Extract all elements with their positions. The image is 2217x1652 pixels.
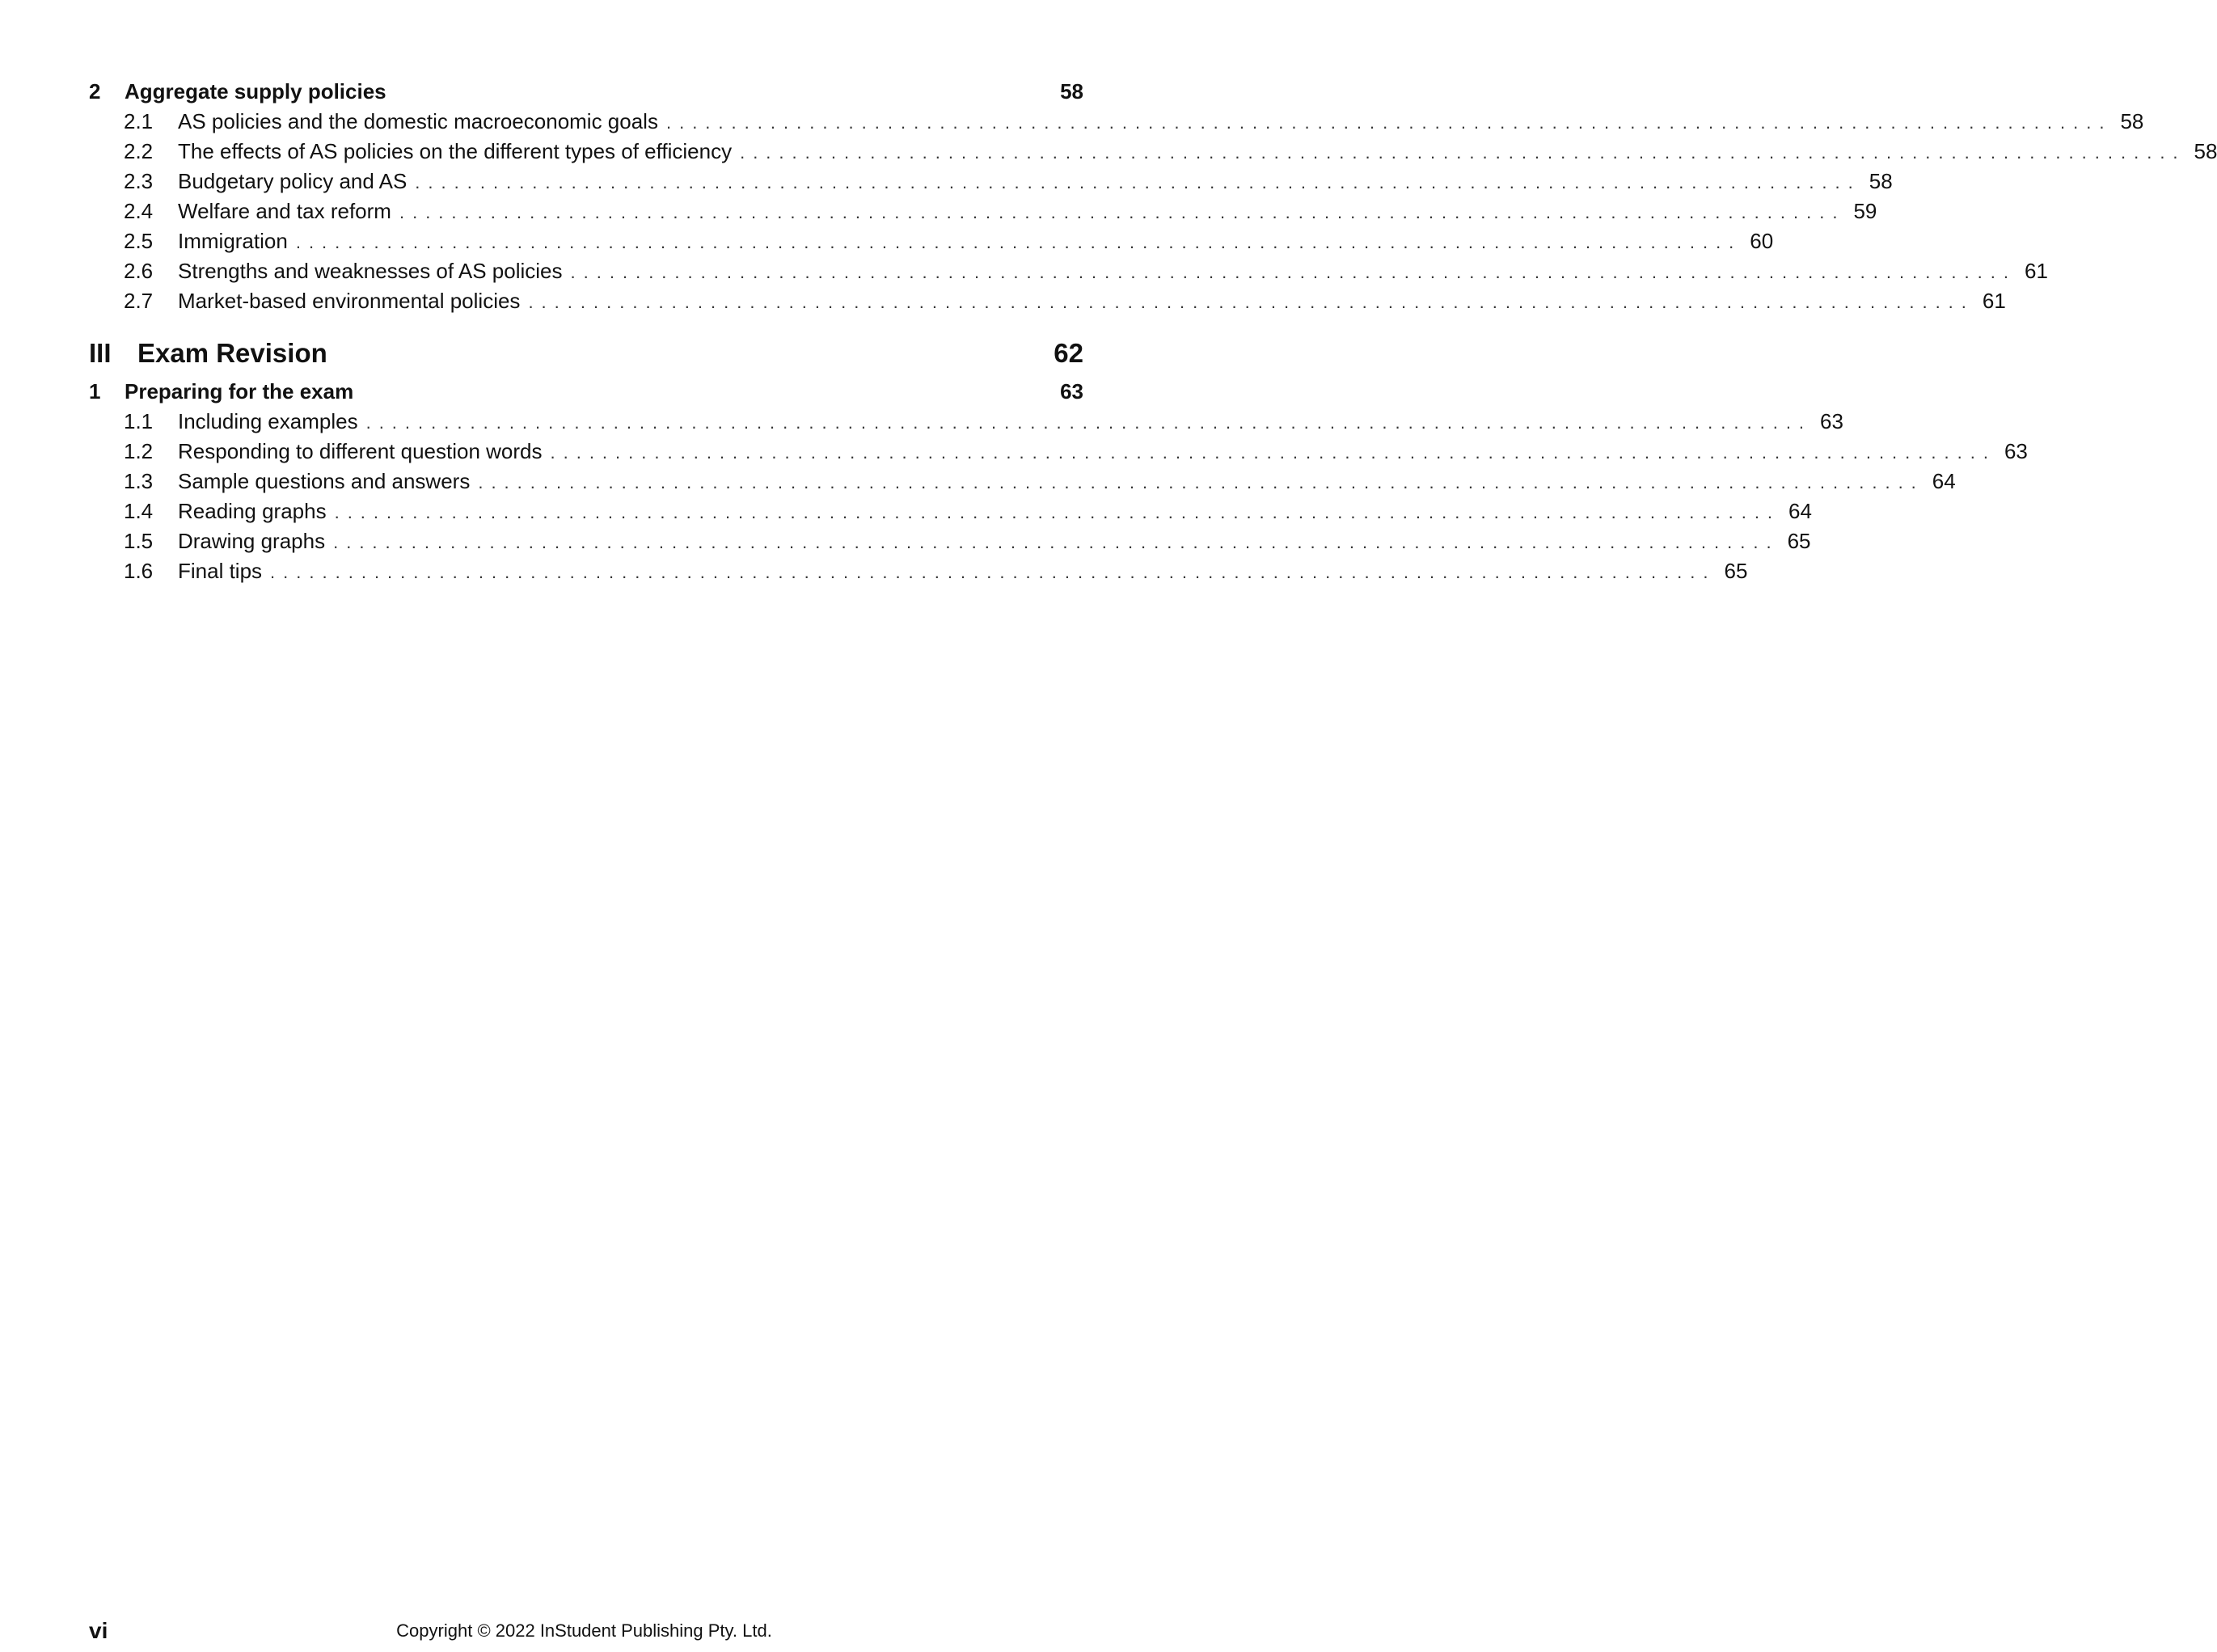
section-number: 2.1 [124,109,154,133]
dot-leader: ............................................................................................................... [365,412,1813,433]
section-page: 63 [2004,439,2028,463]
toc-section[interactable] [124,409,1843,434]
toc-section[interactable] [124,289,2006,314]
section-page: 58 [1869,169,1893,193]
section-title: Sample questions and answers [178,469,471,493]
chapter-title: Preparing for the exam [125,379,354,403]
chapter-number: 2 [89,79,101,104]
dot-leader: ............................................................................................................... [295,232,1742,252]
dot-leader: ............................................................................................................... [333,532,1780,552]
section-page: 61 [2024,259,2048,283]
section-number: 1.2 [124,439,154,463]
toc-section[interactable] [124,559,1748,584]
dot-leader: ............................................................................................................... [270,562,1717,582]
dot-leader: ............................................................................................................... [334,502,1781,522]
section-page: 64 [1932,469,1956,493]
dot-leader: ............................................................................................................... [550,442,1996,463]
section-number: 1.4 [124,499,154,523]
page-number: vi [89,1618,108,1643]
dot-leader: ............................................................................................................... [665,112,2113,133]
section-number: 2.2 [124,139,154,163]
section-title: The effects of AS policies on the different types of efficiency [178,139,733,163]
section-title: Final tips [178,559,263,583]
toc-section[interactable] [124,469,1956,494]
toc-section[interactable] [124,259,2048,284]
toc-section[interactable] [124,439,2028,464]
section-page: 63 [1820,409,1843,433]
section-page: 58 [2194,139,2217,163]
section-number: 1.1 [124,409,154,433]
toc-section[interactable] [124,199,1877,224]
toc-section[interactable] [124,139,2217,164]
section-number: 1.3 [124,469,154,493]
dot-leader: ............................................................................................................... [740,142,2186,163]
section-title: Market-based environmental policies [178,289,521,313]
section-page: 61 [1982,289,2006,313]
part-page: 62 [1054,338,1083,368]
toc-section[interactable] [124,109,2144,134]
section-number: 1.6 [124,559,154,583]
section-title: Immigration [178,229,288,253]
section-title: Responding to different question words [178,439,543,463]
chapter-page: 58 [1060,79,1083,104]
toc-section[interactable] [124,229,1774,254]
part-number: III [89,338,112,368]
toc-chapter-aggregate-supply[interactable] [89,79,1083,104]
section-number: 2.3 [124,169,154,193]
section-title: Drawing graphs [178,529,326,553]
dot-leader: ............................................................................................................... [478,472,1924,492]
dot-leader: ............................................................................................................... [570,262,2016,282]
toc-chapter-preparing-for-exam[interactable] [89,379,1083,404]
section-title: Including examples [178,409,358,433]
toc-section[interactable] [124,169,1893,194]
part-title: Exam Revision [137,338,327,368]
toc-section[interactable] [124,529,1811,554]
section-page: 65 [1724,559,1748,583]
section-number: 1.5 [124,529,154,553]
section-title: Strengths and weaknesses of AS policies [178,259,563,283]
chapter-title: Aggregate supply policies [125,79,386,104]
section-title: Welfare and tax reform [178,199,391,223]
section-page: 58 [2120,109,2144,133]
chapter-number: 1 [89,379,101,403]
toc-part-exam-revision[interactable] [89,338,1083,369]
section-page: 60 [1750,229,1774,253]
section-number: 2.7 [124,289,154,313]
section-number: 2.4 [124,199,154,223]
dot-leader: ............................................................................................................... [528,292,1974,312]
copyright-notice: Copyright © 2022 InStudent Publishing Pty. Ltd. [396,1620,772,1641]
section-page: 64 [1788,499,1812,523]
section-title: AS policies and the domestic macroeconomic goals [178,109,658,133]
section-number: 2.6 [124,259,154,283]
section-number: 2.5 [124,229,154,253]
dot-leader: ............................................................................................................... [415,172,1861,192]
section-page: 59 [1853,199,1877,223]
section-title: Reading graphs [178,499,327,523]
section-title: Budgetary policy and AS [178,169,408,193]
section-page: 65 [1787,529,1811,553]
chapter-page: 63 [1060,379,1083,403]
dot-leader: ............................................................................................................... [399,202,1846,222]
toc-section[interactable] [124,499,1812,524]
